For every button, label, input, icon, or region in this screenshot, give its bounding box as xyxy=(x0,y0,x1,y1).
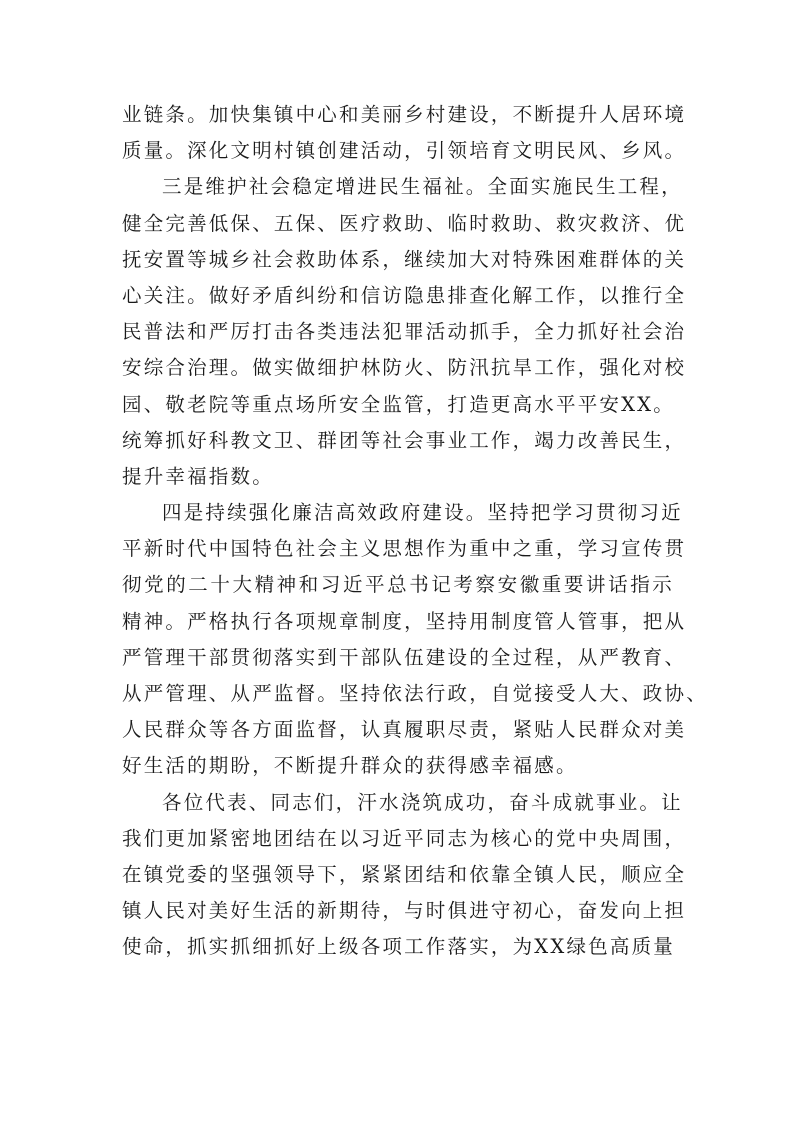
text-line: 精神。严格执行各项规章制度，坚持用制度管人管事，把从 xyxy=(122,609,687,633)
text-line: 健全完善低保、五保、医疗救助、临时救助、救灾救济、优 xyxy=(122,211,687,235)
text-line: 安综合治理。做实做细护林防火、防汛抗旱工作，强化对校 xyxy=(122,356,687,380)
text-line: 严管理干部贯彻落实到干部队伍建设的全过程，从严教育、 xyxy=(122,645,687,669)
text-line: 心关注。做好矛盾纠纷和信访隐患排查化解工作，以推行全 xyxy=(122,283,687,307)
text-line: 提升幸福指数。 xyxy=(122,464,274,488)
document-body xyxy=(122,97,708,966)
text-line: 抚安置等城乡社会救助体系，继续加大对特殊困难群体的关 xyxy=(122,247,687,271)
text-line: 民普法和严厉打击各类违法犯罪活动抓手，全力抓好社会治 xyxy=(122,320,687,344)
text-line: 镇人民对美好生活的新期待，与时俱进守初心，奋发向上担 xyxy=(122,899,687,923)
text-line: 彻党的二十大精神和习近平总书记考察安徽重要讲话指示 xyxy=(122,573,674,597)
text-line: 质量。深化文明村镇创建活动，引领培育文明民风、乡风。 xyxy=(122,139,687,163)
paragraph-first-line: 四是持续强化廉洁高效政府建设。坚持把学习贯彻习近 xyxy=(162,501,683,525)
text-line: 平新时代中国特色社会主义思想作为重中之重，学习宣传贯 xyxy=(122,537,687,561)
text-line: 统筹抓好科教文卫、群团等社会事业工作，竭力改善民生， xyxy=(122,428,687,452)
text-line: 使命，抓实抓细抓好上级各项工作落实，为XX绿色高质量 xyxy=(122,935,675,959)
paragraph-first-line: 各位代表、同志们，汗水浇筑成功，奋斗成就事业。让 xyxy=(162,790,683,814)
text-line: 我们更加紧密地团结在以习近平同志为核心的党中央周围， xyxy=(122,826,687,850)
text-line: 业链条。加快集镇中心和美丽乡村建设，不断提升人居环境 xyxy=(122,103,687,126)
text-line: 在镇党委的坚强领导下，紧紧团结和依靠全镇人民，顺应全 xyxy=(122,862,687,886)
text-line: 从严管理、从严监督。坚持依法行政，自觉接受人大、政协、 xyxy=(122,682,708,705)
text-line: 园、敬老院等重点场所安全监管，打造更高水平平安XX。 xyxy=(122,392,675,416)
paragraph-first-line: 三是维护社会稳定增进民生福祉。全面实施民生工程， xyxy=(162,175,683,199)
text-line: 好生活的期盼，不断提升群众的获得感幸福感。 xyxy=(122,754,578,778)
text-line: 人民群众等各方面监督，认真履职尽责，紧贴人民群众对美 xyxy=(122,718,687,742)
